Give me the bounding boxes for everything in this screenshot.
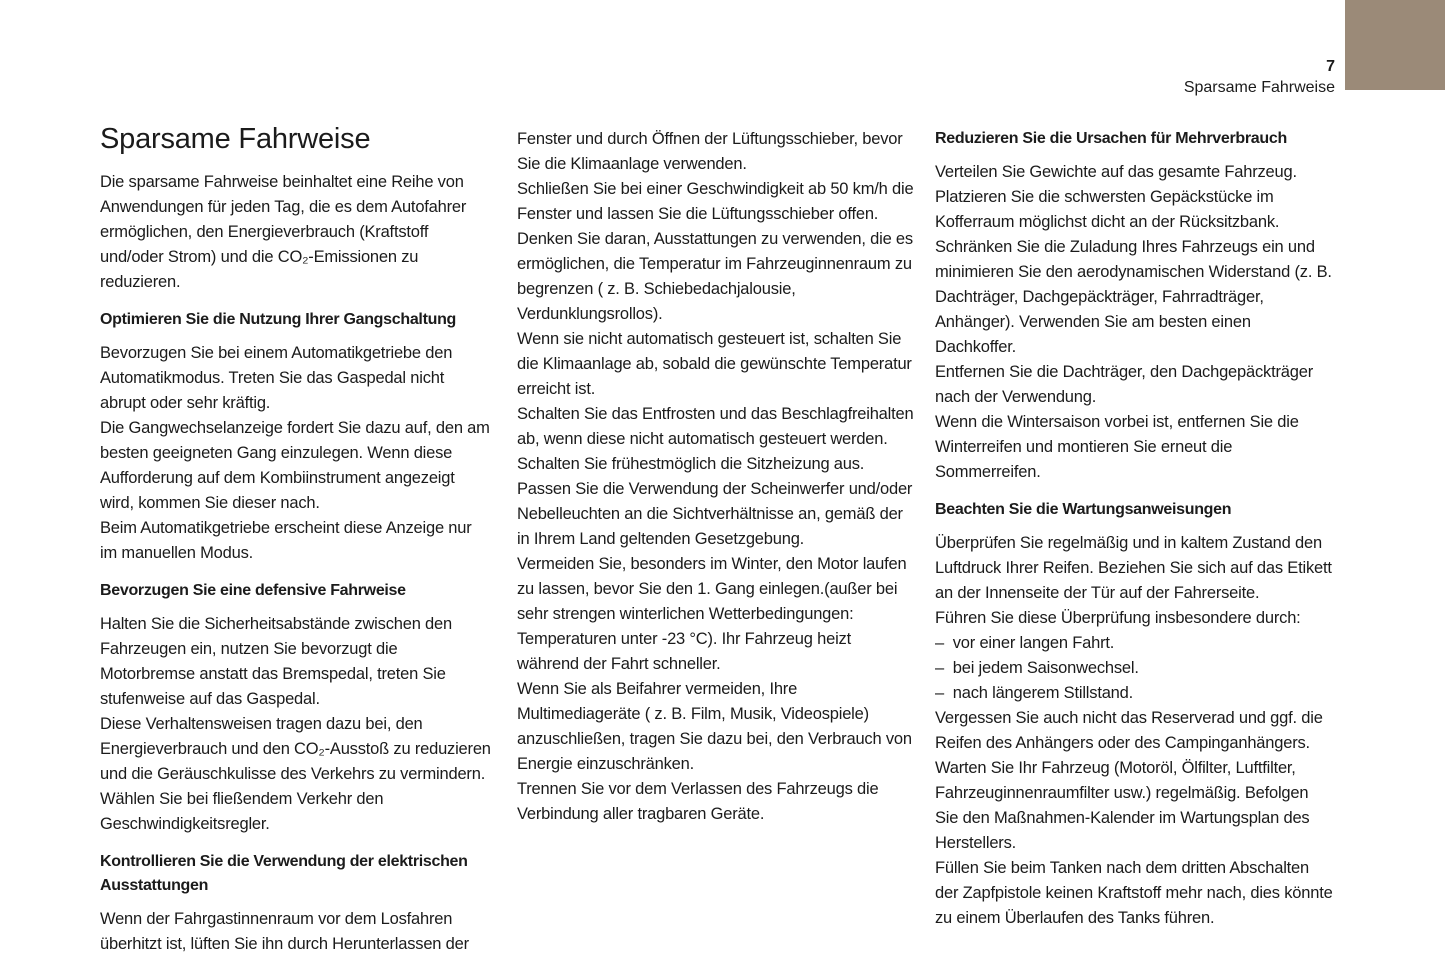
column-left [100,121,492,957]
paragraph: Führen Sie diese Überprüfung insbesondere durch: [935,609,1301,627]
page-title: Sparsame Fahrweise [100,123,371,155]
paragraph: Schließen Sie bei einer Geschwindigkeit ab 50 km/h die Fenster und lassen Sie die Lüftungsschieber offen. [517,180,914,223]
section-heading: Reduzieren Sie die Ursachen für Mehrverbrauch [935,130,1287,147]
paragraph: Beim Automatikgetriebe erscheint diese Anzeige nur im manuellen Modus. [100,519,472,562]
paragraph: Entfernen Sie die Dachträger, den Dachgepäckträger nach der Verwendung. [935,363,1313,406]
paragraph: Schalten Sie das Entfrosten und das Beschlagfreihalten ab, wenn diese nicht automatisch gesteuert werden. [517,405,914,448]
paragraph: Wenn der Fahrgastinnenraum vor dem Losfahren überhitzt ist, lüften Sie ihn durch Herunterlassen der [100,910,469,953]
page-number: 7 [1326,58,1335,75]
paragraph: Denken Sie daran, Ausstattungen zu verwenden, die es ermöglichen, die Temperatur im Fahrzeuginnenraum zu begrenzen ( z. B. Schiebedachjalousie, Verdunklungsrollos). [517,230,913,323]
bullet-item: – nach längerem Stillstand. [935,684,1134,702]
paragraph: Warten Sie Ihr Fahrzeug (Motoröl, Ölfilter, Luftfilter, Fahrzeuginnenraumfilter usw.) regelmäßig. Befolgen Sie den Maßnahmen-Kalender im Wartungsplan des Herstellers. [935,759,1310,852]
paragraph: Die Gangwechselanzeige fordert Sie dazu auf, den am besten geeigneten Gang einzulegen. Wenn diese Aufforderung auf dem Kombiinstrument angezeigt wird, kommen Sie dieser nach. [100,419,490,512]
bullet-item: – vor einer langen Fahrt. [935,634,1115,652]
paragraph: Passen Sie die Verwendung der Scheinwerfer und/oder Nebelleuchten an die Sichtverhältnisse an, gemäß der in Ihrem Land geltenden Gesetzgebung. [517,480,913,548]
paragraph: Schalten Sie frühestmöglich die Sitzheizung aus. [517,455,865,473]
paragraph: Wenn Sie als Beifahrer vermeiden, Ihre Multimediageräte ( z. B. Film, Musik, Videospiele) anzuschließen, tragen Sie dazu bei, den Verbrauch von Energie einzuschränken. [517,680,912,773]
section-heading: Optimieren Sie die Nutzung Ihrer Gangschaltung [100,311,457,328]
section-heading: Bevorzugen Sie eine defensive Fahrweise [100,582,406,599]
paragraph: Vergessen Sie auch nicht das Reserverad und ggf. die Reifen des Anhängers oder des Campinganhängers. [935,709,1323,752]
column-middle [517,127,917,827]
bullet-item: – bei jedem Saisonwechsel. [935,659,1139,677]
paragraph: Verteilen Sie Gewichte auf das gesamte Fahrzeug. Platzieren Sie die schwersten Gepäckstücke im Kofferraum möglichst dicht an der Rücksitzbank. [935,163,1297,231]
paragraph: Bevorzugen Sie bei einem Automatikgetriebe den Automatikmodus. Treten Sie das Gaspedal nicht abrupt oder sehr kräftig. [100,344,453,412]
paragraph: Halten Sie die Sicherheitsabstände zwischen den Fahrzeugen ein, nutzen Sie bevorzugt die Motorbremse anstatt das Bremspedal, treten Sie stufenweise auf das Gaspedal. [100,615,452,708]
paragraph: Wenn sie nicht automatisch gesteuert ist, schalten Sie die Klimaanlage ab, sobald die gewünschte Temperatur erreicht ist. [517,330,912,398]
paragraph: Trennen Sie vor dem Verlassen des Fahrzeugs die Verbindung aller tragbaren Geräte. [517,780,879,823]
column-right [935,127,1335,931]
section-heading: Kontrollieren Sie die Verwendung der elektrischen Ausstattungen [100,853,468,894]
paragraph: Wenn die Wintersaison vorbei ist, entfernen Sie die Winterreifen und montieren Sie erneut die Sommerreifen. [935,413,1299,481]
paragraph: Wählen Sie bei fließendem Verkehr den Geschwindigkeitsregler. [100,790,384,833]
paragraph: Fenster und durch Öffnen der Lüftungsschieber, bevor Sie die Klimaanlage verwenden. [517,130,903,173]
page-header [1184,57,1335,98]
paragraph: Füllen Sie beim Tanken nach dem dritten Abschalten der Zapfpistole keinen Kraftstoff mehr nach, dies könnte zu einem Überlaufen des Tanks führen. [935,859,1333,927]
paragraph: Die sparsame Fahrweise beinhaltet eine Reihe von Anwendungen für jeden Tag, die es dem Autofahrer ermöglichen, den Energieverbrauch (Kraftstoff und/oder Strom) und die CO₂-Emissionen zu reduzieren. [100,173,467,291]
paragraph: Schränken Sie die Zuladung Ihres Fahrzeugs ein und minimieren Sie den aerodynamischen Widerstand (z. B. Dachträger, Dachgepäckträger, Fahrradträger, Anhänger). Verwenden Sie am besten einen Dachkoffer. [935,238,1332,356]
paragraph: Überprüfen Sie regelmäßig und in kaltem Zustand den Luftdruck Ihrer Reifen. Beziehen Sie sich auf das Etikett an der Innenseite der Tür auf der Fahrerseite. [935,534,1332,602]
chapter-corner-tab [1345,0,1445,90]
section-heading: Beachten Sie die Wartungsanweisungen [935,501,1232,518]
running-header: Sparsame Fahrweise [1183,79,1335,96]
paragraph: Diese Verhaltensweisen tragen dazu bei, den Energieverbrauch und den CO₂-Ausstoß zu reduzieren und die Geräuschkulisse des Verkehrs zu vermindern. [100,715,491,783]
paragraph: Vermeiden Sie, besonders im Winter, den Motor laufen zu lassen, bevor Sie den 1. Gang einlegen.(außer bei sehr strengen winterlichen Wetterbedingungen: Temperaturen unter -23 °C). Ihr Fahrzeug heizt während der Fahrt schneller. [517,555,907,673]
